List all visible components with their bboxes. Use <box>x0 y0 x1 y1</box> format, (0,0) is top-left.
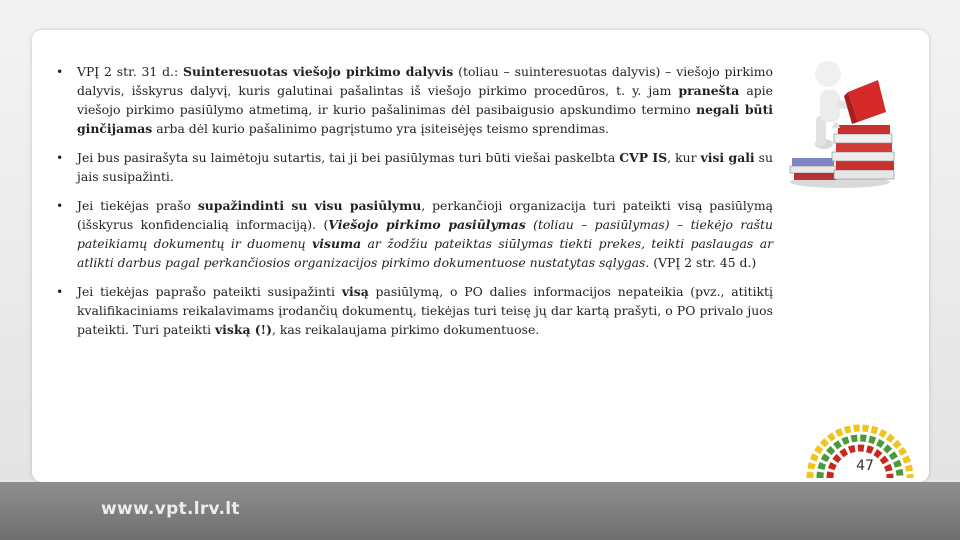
page-number: 47 <box>856 458 874 474</box>
bullet-item: • Jei bus pasirašyta su laimėtoju sutartis, tai ji bei pasiūlymas turi būti viešai paskelbta CVP IS, kur visi gali su jais susipažinti. <box>56 150 773 184</box>
bullet-marker: • <box>56 64 64 79</box>
bullet-item: • Jei tiekėjas paprašo pateikti susipažinti visą pasiūlymą, o PO dalies informacijos nepateikia (pvz., atitiktį kvalifikaciniams reikalavimams įrodančių dokumentų, tiekėjas turi teisę jų dar kartą prašyti, o PO privalo juos pateikti. Turi pateikti viską (!), kas reikalaujama pirkimo dokumentuose. <box>56 284 773 337</box>
bullet-marker: • <box>56 284 64 299</box>
footer-url: www.vpt.lrv.lt <box>101 499 240 519</box>
bullet-marker: • <box>56 198 64 213</box>
bullet-item: • Jei tiekėjas prašo supažindinti su visu pasiūlymu, perkančioji organizacija turi pateikti visą pasiūlymą (išskyrus konfidencialią informaciją). (Viešojo pirkimo pasiūlymas (toliau – pasiūlymas) – tiekėjo raštu pateikiamų dokumentų ir duomenų visuma ar žodžiu pateiktas siūlymas tiekti prekes, teikti paslaugas ar atlikti darbus pagal perkančiosios organizacijos pirkimo dokumentuose nustatytas sąlygas. (VPĮ 2 str. 45 d.) <box>56 198 774 270</box>
bullet-list <box>50 62 773 349</box>
bullet-item: • VPĮ 2 str. 31 d.: Suinteresuotas viešojo pirkimo dalyvis (toliau – suinteresuotas dalyvis) – viešojo pirkimo dalyvis, išskyrus dalyvį, kuris galutinai pašalintas iš viešojo pirkimo procedūros, t. y. jam pranešta apie viešojo pirkimo pasiūlymo atmetimą, ir kurio pašalinimas dėl pasibaigusio apskundimo termino negali būti ginčijamas arba dėl kurio pašalinimo pagrįstumo yra įsiteisėjęs teismo sprendimas. <box>56 64 773 136</box>
person-reading-books-icon <box>782 50 902 190</box>
bullet-marker: • <box>56 150 64 165</box>
footer-bar <box>0 482 960 540</box>
